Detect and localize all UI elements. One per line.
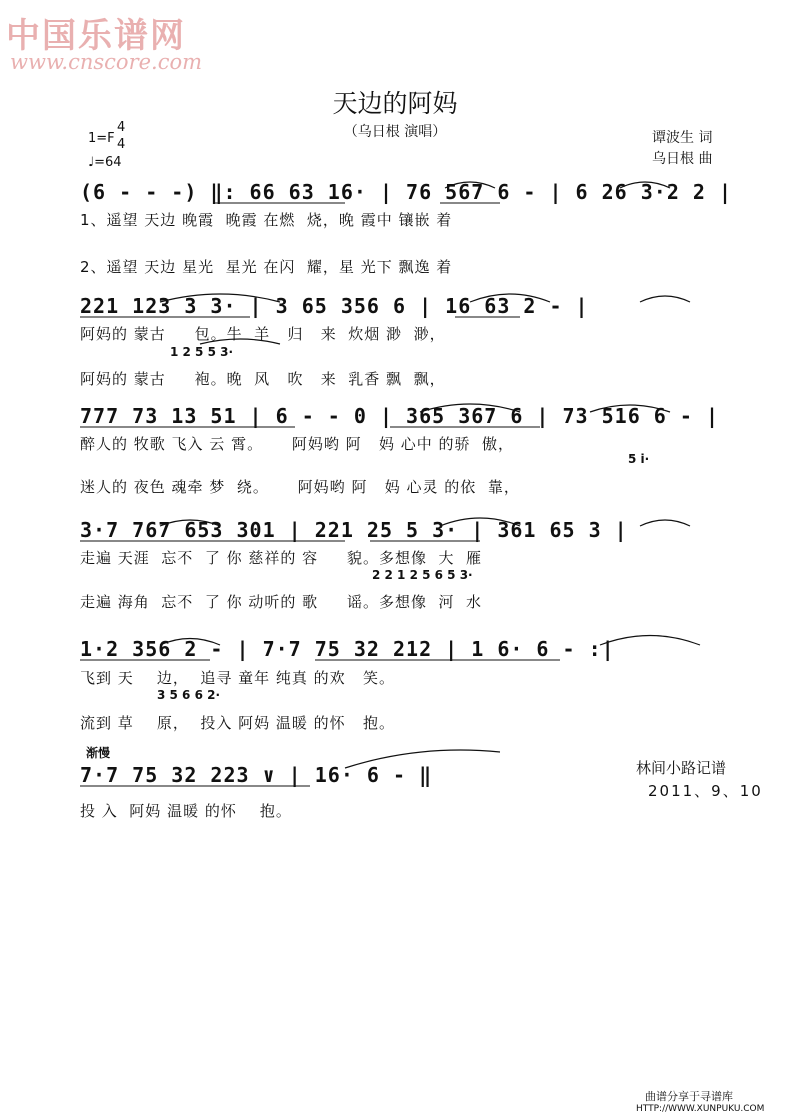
footer-url: HTTP://WWW.XUNPUKU.COM	[636, 1104, 765, 1114]
song-title: 天边的阿妈	[332, 89, 458, 118]
lyrics-line-3-verse-2: 迷人的 夜色 魂牵 梦 绕。 阿妈哟 阿 妈 心灵 的依 靠，	[80, 478, 520, 496]
lyrics-line-5-verse-2: 流到 草 原， 投入 阿妈 温暖 的怀 抱。	[80, 714, 395, 732]
lyrics-line-5-verse-1: 飞到 天 边， 追寻 童年 纯真 的欢 笑。	[80, 669, 395, 687]
lyrics-line-3-verse-1: 醉人的 牧歌 飞入 云 霄。 阿妈哟 阿 妈 心中 的骄 傲，	[80, 435, 515, 453]
slur-mark	[200, 339, 280, 344]
lyrics-line-1-verse-1: 1、遥望 天边 晚霞 晚霞 在燃 烧，晚 霞中 镶嵌 着	[80, 211, 453, 229]
arranger-credit: 林间小路记谱	[636, 759, 727, 777]
lyrics-line-1-verse-2: 2、遥望 天边 星光 星光 在闪 耀，星 光下 飘逸 着	[80, 258, 453, 276]
notation-line-5: 1·2 356 2 - | 7·7 75 32 212 | 1 6· 6 - :|	[80, 637, 615, 661]
meter-bottom: 4	[117, 137, 126, 152]
slur-mark	[470, 294, 550, 302]
slur-mark	[445, 182, 495, 188]
notation-line-2: 221 123 3 3· | 3 65 356 6 | 16 63 2 - |	[80, 294, 589, 318]
lyrics-line-2-verse-2: 阿妈的 蒙古 袍。晚 风 吹 来 乳香 飘 飘，	[80, 370, 446, 388]
lyrics-line-6: 投 入 阿妈 温暖 的怀 抱。	[80, 802, 292, 820]
notation-line-1: (6 - - -) ‖: 66 63 16· | 76 567 6 - | 6 26 3·2 2 |	[80, 180, 733, 204]
lyrics-line-4-verse-2: 走遍 海角 忘不 了 你 动听的 歌 谣。多想像 河 水	[80, 593, 483, 611]
lyrics-line-2-verse-1: 阿妈的 蒙古 包。牛 羊 归 来 炊烟 渺 渺，	[80, 325, 446, 343]
song-subtitle: （乌日根 演唱）	[343, 124, 447, 140]
footer-text: 曲谱分享于寻谱库	[645, 1090, 733, 1103]
slur-mark	[620, 182, 670, 188]
slur-mark	[160, 639, 220, 646]
slur-mark	[160, 520, 220, 526]
slur-mark	[640, 520, 690, 526]
lyricist-credit: 谭波生 词	[652, 130, 713, 146]
meter-top: 4	[117, 120, 126, 135]
key-signature: 1=F	[88, 131, 115, 146]
slur-mark	[160, 294, 280, 302]
arrangement-date: 2011、9、10	[648, 782, 763, 800]
slur-mark	[420, 404, 520, 412]
watermark-url: www.cnscore.com	[10, 50, 203, 74]
alt-notes-3: 5 i·	[628, 452, 650, 466]
tempo-marking: ♩=64	[88, 155, 122, 170]
slur-mark	[600, 636, 700, 646]
lyrics-line-4-verse-1: 走遍 天涯 忘不 了 你 慈祥的 容 貌。多想像 大 雁	[80, 549, 483, 567]
ritardando-marking: 渐慢	[86, 746, 111, 760]
slur-mark	[590, 405, 670, 412]
slur-mark	[640, 296, 690, 302]
notation-line-3: 777 73 13 51 | 6 - - 0 | 365 367 6 | 73 516 6 - |	[80, 404, 720, 428]
alt-notes-4: 2 2 1 2 5 6 5 3·	[372, 568, 473, 582]
notation-line-6: 7·7 75 32 223 ∨ | 16· 6 - ‖	[80, 763, 433, 787]
alt-notes-2: 1 2 5 5 3·	[170, 345, 234, 359]
composer-credit: 乌日根 曲	[652, 151, 713, 167]
watermark-logo: 中国乐谱网	[6, 16, 186, 56]
notation-line-4: 3·7 767 653 301 | 221 25 5 3· | 361 65 3 |	[80, 518, 628, 542]
alt-notes-5: 3 5 6 6 2·	[157, 688, 221, 702]
slur-mark	[345, 750, 500, 768]
slur-mark	[440, 518, 520, 526]
